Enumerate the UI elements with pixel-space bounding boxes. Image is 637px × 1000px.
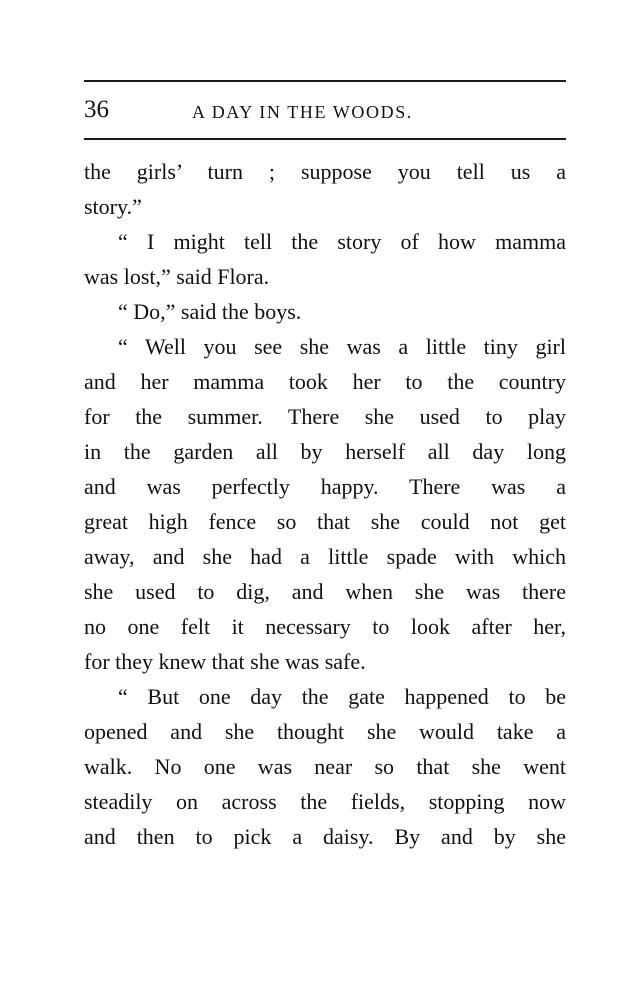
text-line: walk. No one was near so that she went [84,754,566,779]
text-line: the girls’ turn ; suppose you tell us a [84,159,566,184]
text-line: “ Do,” said the boys. [118,299,302,324]
text-line: “ I might tell the story of how mamma [118,229,566,254]
text-line: great high fence so that she could not get [84,509,566,534]
text-line: “ But one day the gate happened to be [118,684,566,709]
text-line: she used to dig, and when she was there [84,579,566,604]
header-bottom-rule [84,138,566,140]
text-line: away, and she had a little spade with which [84,544,566,569]
text-line: and was perfectly happy. There was a [84,474,566,499]
header-top-rule [84,80,566,82]
text-line: and then to pick a daisy. By and by she [84,824,566,849]
body-text [84,154,566,854]
text-line: no one felt it necessary to look after her, [84,614,566,639]
page-number: 36 [84,96,109,123]
text-line: story.” [84,194,142,219]
text-line: was lost,” said Flora. [84,264,270,289]
page-header [84,92,566,128]
text-line: “ Well you see she was a little tiny girl [118,334,566,359]
text-line: and her mamma took her to the country [84,369,566,394]
text-line: opened and she thought she would take a [84,719,566,744]
text-line: in the garden all by herself all day long [84,439,566,464]
text-line: steadily on across the fields, stopping now [84,789,566,814]
text-line: for the summer. There she used to play [84,404,566,429]
text-line: for they knew that she was safe. [84,649,366,674]
running-title: A DAY IN THE WOODS. [192,102,413,122]
